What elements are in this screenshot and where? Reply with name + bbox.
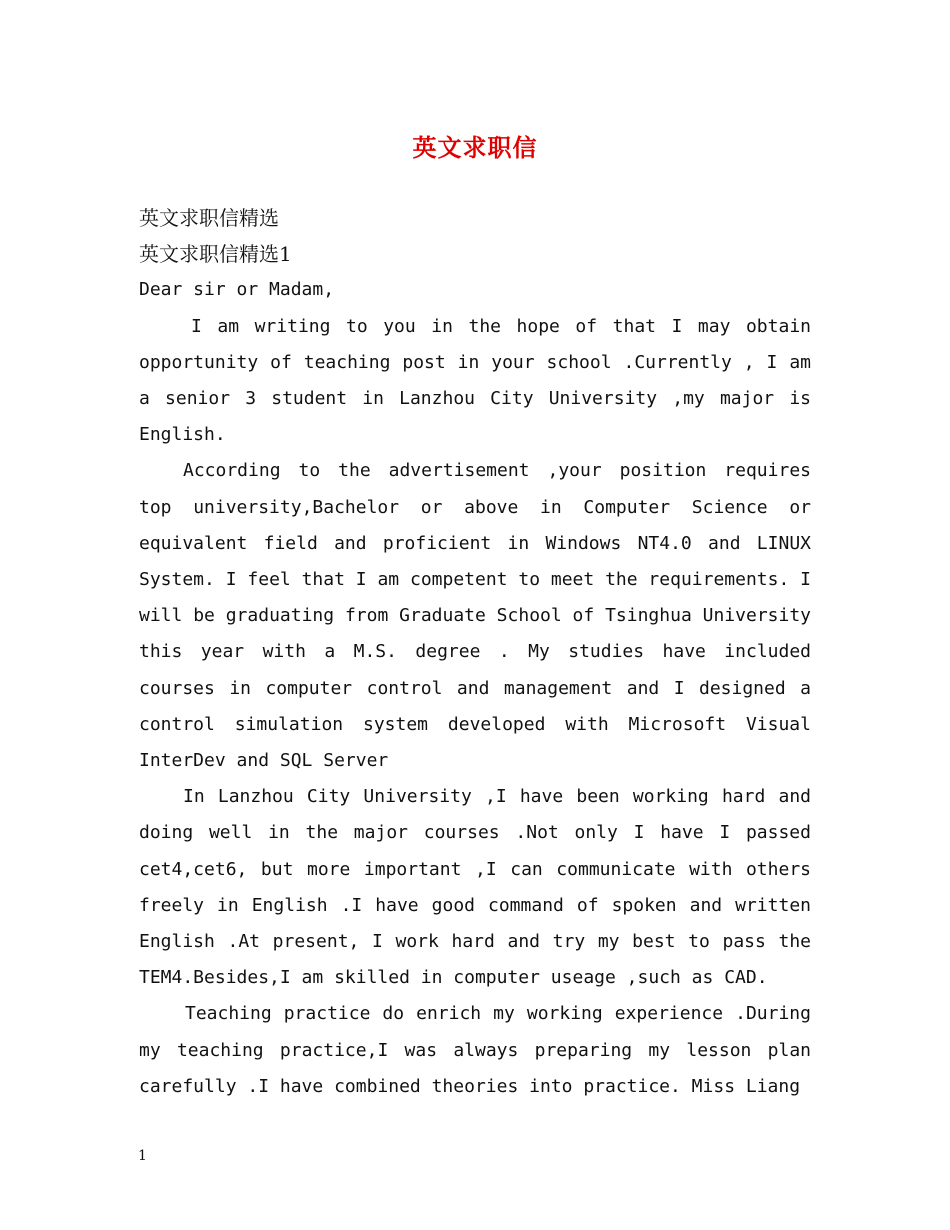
section-heading: 英文求职信精选 (139, 206, 279, 230)
paragraph-teaching-practice: Teaching practice do enrich my working experience .During my teaching practice,I was always preparing my lesson plan carefully .I have combined theories into practice. Miss Liang (139, 1003, 811, 1097)
document-title: 英文求职信 (412, 133, 538, 162)
paragraph-studies: In Lanzhou City University ,I have been working hard and doing well in the major courses .Not only I have I passed cet4,cet6, but more important ,I can communicate with others freely in English .I have good command of spoken and written English .At present, I work hard and try my best to pass the TEM4.Besides,I am skilled in computer useage ,such as CAD. (139, 786, 811, 989)
sub-heading: 英文求职信精选1 (139, 242, 292, 267)
salutation: Dear sir or Madam, (139, 279, 335, 301)
letter-body (139, 200, 811, 1105)
page-number: 1 (138, 1148, 147, 1164)
paragraph-intro: I am writing to you in the hope of that I may obtain opportunity of teaching post in your school .Currently , I am a senior 3 student in Lanzhou City University ,my major is English. (139, 315, 811, 446)
paragraph-qualifications: According to the advertisement ,your position requires top university,Bachelor or above in Computer Science or equivalent field and proficient in Windows NT4.0 and LINUX System. I feel that I am competent to meet the requirements. I will be graduating from Graduate School of Tsinghua University this year with a M.S. degree . My studies have included courses in computer control and management and I designed a control simulation system developed with Microsoft Visual InterDev and SQL Server (139, 460, 811, 772)
